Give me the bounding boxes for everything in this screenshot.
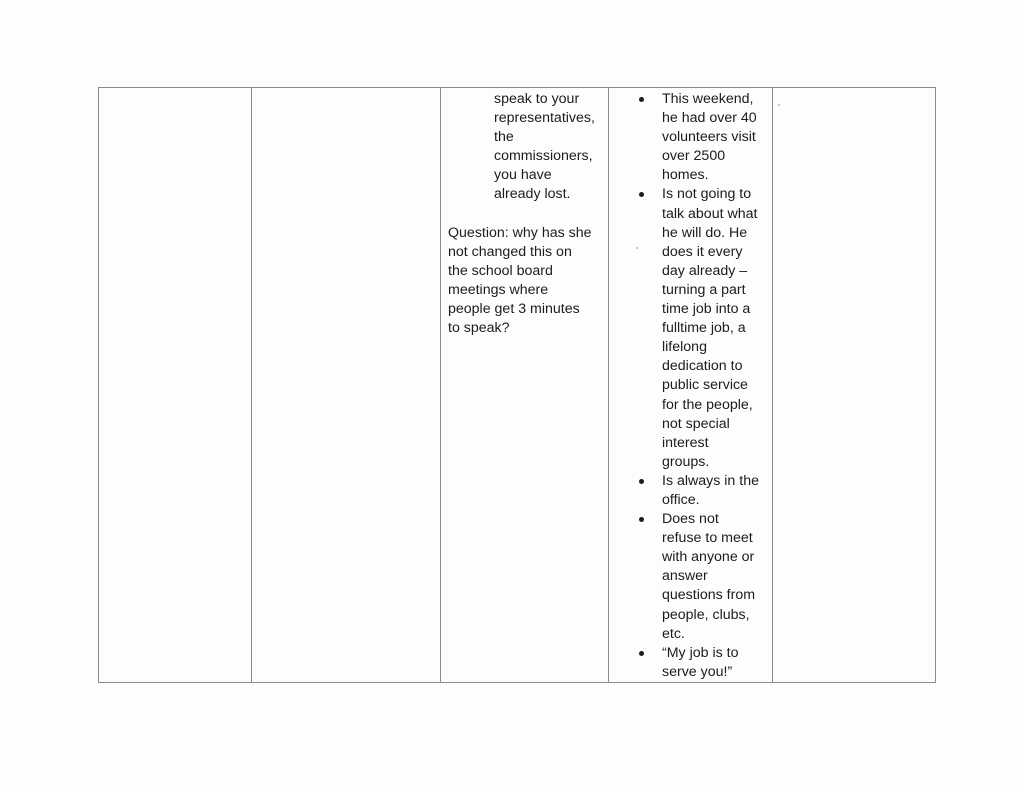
bullet-icon	[639, 479, 644, 484]
text-line: the	[494, 129, 514, 146]
text-line: homes.	[662, 167, 709, 184]
text-line: you have	[494, 167, 552, 184]
text-line: people, clubs,	[662, 606, 750, 623]
text-line: for the people,	[662, 396, 753, 413]
text-line: “My job is to	[662, 644, 739, 661]
text-line: commissioners,	[494, 148, 593, 165]
bullet-list	[617, 90, 768, 682]
bullet-icon	[639, 97, 644, 102]
text-line: talk about what	[662, 205, 758, 222]
table-cell-3	[441, 88, 609, 683]
bullet-item-volunteers	[617, 90, 768, 185]
text-line: serve you!”	[662, 663, 733, 680]
notes-table	[98, 87, 936, 683]
text-line: Is not going to	[662, 186, 752, 203]
text-line: lifelong	[662, 339, 707, 356]
text-line: groups.	[662, 453, 710, 470]
text-line: speak to your	[494, 91, 580, 107]
text-line: refuse to meet	[662, 530, 753, 547]
text-line: interest	[662, 434, 709, 451]
table-row	[99, 88, 936, 683]
text-line: public service	[662, 377, 748, 394]
text-line: turning a part	[662, 281, 746, 298]
text-line: people get 3 minutes	[448, 300, 580, 317]
scan-speck	[778, 104, 780, 106]
text-line: he had over 40	[662, 110, 757, 127]
text-line: meetings where	[448, 281, 549, 298]
indented-text-block	[448, 90, 602, 205]
bullet-icon	[639, 517, 644, 522]
text-line: answer	[662, 568, 708, 585]
text-line: questions from	[662, 587, 756, 604]
table-cell-2	[252, 88, 441, 683]
text-line: does it every	[662, 243, 743, 260]
table-cell-4	[609, 88, 773, 683]
text-line: time job into a	[662, 301, 751, 318]
scan-speck	[636, 247, 638, 249]
text-line: already lost.	[494, 186, 571, 203]
bullet-icon	[639, 651, 644, 656]
text-line: day already –	[662, 262, 748, 279]
text-line: office.	[662, 491, 700, 508]
bullet-icon	[639, 192, 644, 197]
text-line: etc.	[662, 625, 685, 642]
text-line: not changed this on	[448, 243, 572, 260]
table-cell-1	[99, 88, 252, 683]
bullet-item-public-service	[617, 185, 768, 471]
table-cell-5	[773, 88, 936, 683]
text-line: with anyone or	[662, 549, 755, 566]
text-line: dedication to	[662, 358, 743, 375]
text-line: volunteers visit	[662, 129, 756, 146]
bullet-item-office	[617, 472, 768, 510]
text-line: Is always in the	[662, 472, 759, 489]
text-line: Question: why has she	[448, 224, 592, 241]
bullet-item-quote	[617, 644, 768, 682]
text-line: representatives,	[494, 110, 595, 127]
bullet-item-meetings	[617, 510, 768, 644]
text-line: fulltime job, a	[662, 320, 746, 337]
text-line: to speak?	[448, 320, 510, 337]
text-line: This weekend,	[662, 91, 754, 107]
question-paragraph	[448, 224, 602, 339]
text-line: Does not	[662, 511, 719, 528]
text-line: he will do. He	[662, 224, 748, 241]
text-line: over 2500	[662, 148, 726, 165]
text-line: the school board	[448, 262, 553, 279]
text-line: not special	[662, 415, 730, 432]
